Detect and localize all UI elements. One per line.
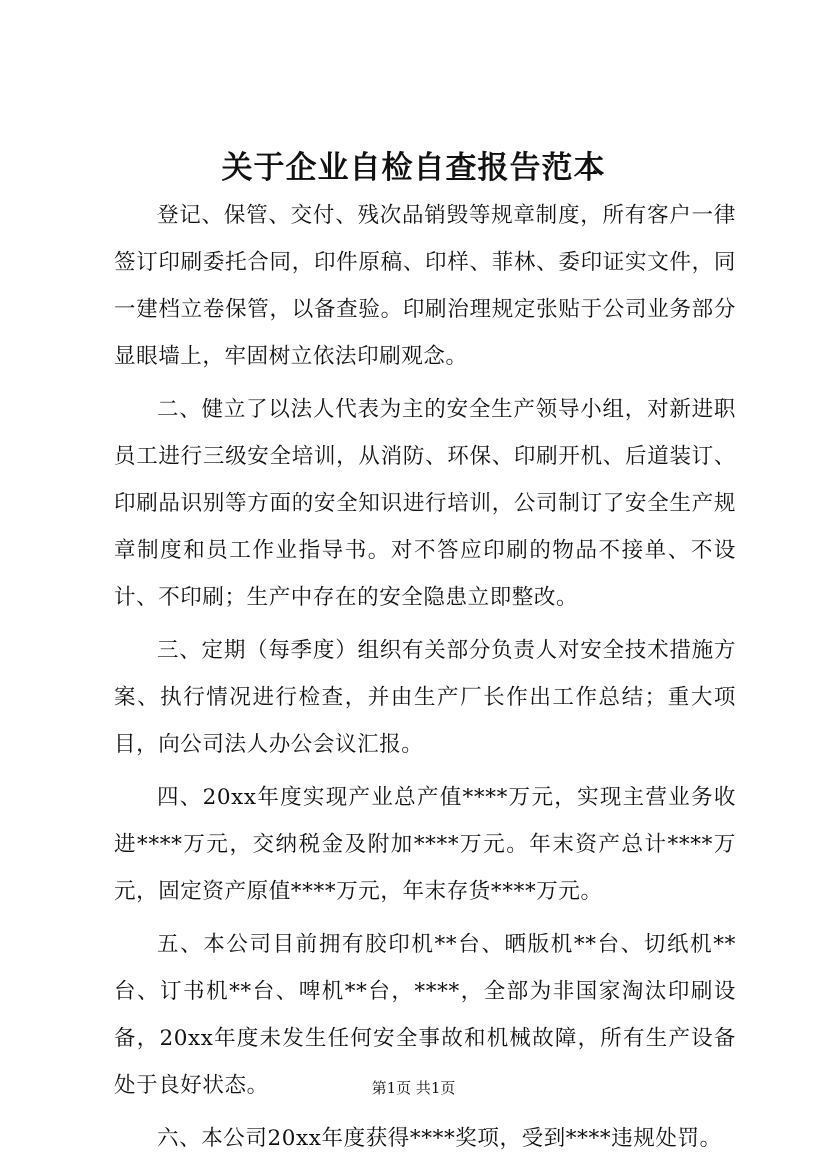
paragraph-registration: 登记、保管、交付、残次品销毁等规章制度，所有客户一律签订印刷委托合同，印件原稿、印样、菲林、委印证实文件，同一建档立卷保管，以备查验。印刷治理规定张贴于公司业务部分显眼墙上，牢固树立依法印刷观念。 bbox=[114, 203, 736, 369]
paragraph-awards: 六、本公司20xx年度获得****奖项，受到****违规处罚。 bbox=[157, 1126, 722, 1151]
paragraph-finance: 四、20xx年度实现产业总产值****万元，实现主营业务收进****万元，交纳税金及附加****万元。年末资产总计****万元，固定资产原值****万元，年末存货****万元。 bbox=[114, 785, 736, 904]
document-title: 关于企业自检自查报告范本 bbox=[221, 150, 606, 186]
document-body bbox=[114, 192, 736, 1168]
paragraph-equipment: 五、本公司目前拥有胶印机**台、晒版机**台、切纸机**台、订书机**台、啤机**台，****，全部为非国家淘汰印刷设备，20xx年度未发生任何安全事故和机械故障，所有生产设备处于良好状态。 bbox=[114, 932, 736, 1098]
page-footer: 第1页 共1页 bbox=[371, 1079, 456, 1097]
paragraph-safety-group: 二、健立了以法人代表为主的安全生产领导小组，对新进职员工进行三级安全培训，从消防、环保、印刷开机、后道装订、印刷品识别等方面的安全知识进行培训，公司制订了安全生产规章制度和员工作业指导书。对不答应印刷的物品不接单、不设计、不印刷；生产中存在的安全隐患立即整改。 bbox=[114, 397, 736, 610]
paragraph-inspection: 三、定期（每季度）组织有关部分负责人对安全技术措施方案、执行情况进行检查，并由生产厂长作出工作总结；重大项目，向公司法人办公会议汇报。 bbox=[114, 638, 736, 757]
